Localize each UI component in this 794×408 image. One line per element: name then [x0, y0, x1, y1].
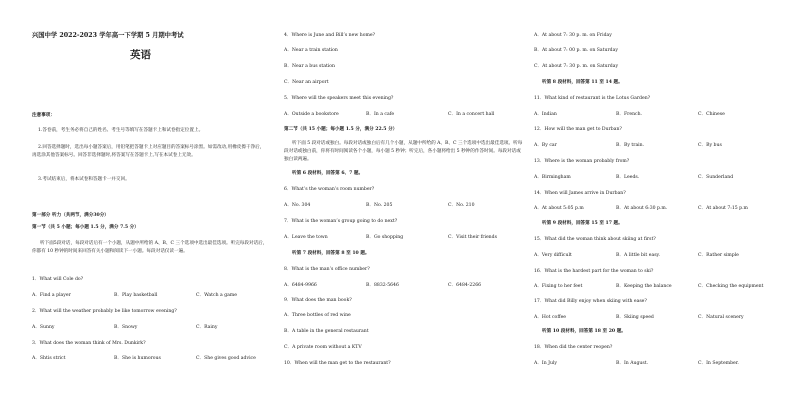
question-10-option-a[interactable]: A．At about 7: 30 p. m. on Friday: [534, 33, 612, 38]
question-9-option-c[interactable]: C．A private room without a KTV: [284, 345, 362, 350]
option-c[interactable]: C．Chinese: [698, 112, 725, 117]
option-a[interactable]: A．Leave the town: [284, 235, 328, 240]
part1-heading: 第一部分 听力（共两节，满分30分）: [32, 213, 109, 218]
option-c[interactable]: C．By bus: [698, 143, 722, 148]
exam-title: 兴国中学 2022-2023 学年高一下学期 5 月期中考试: [32, 32, 184, 39]
option-c[interactable]: C．She gives good advice: [196, 356, 256, 361]
option-c[interactable]: C．Watch a game: [196, 293, 237, 298]
option-b[interactable]: B．Go shopping: [366, 235, 404, 240]
question-12: 12．How will the man get to Durban?: [534, 127, 622, 132]
option-c[interactable]: C．Checking the equipment: [698, 284, 764, 289]
question-11: 11．What kind of restaurant is the Lotus Garden?: [534, 96, 651, 101]
question-6: 6．What’s the woman’s room number?: [284, 187, 375, 192]
question-4: 4．Where is June and Bill’s new home?: [284, 33, 376, 38]
option-a[interactable]: A．Indian: [534, 112, 557, 117]
question-1: 1．What will Cole do?: [32, 277, 84, 282]
notes-item-3: 3.考试结束后，将本试卷和答题卡一并交回。: [38, 177, 130, 182]
question-9-option-a[interactable]: A．Three bottles of red wine: [284, 313, 351, 318]
option-b[interactable]: B．No. 205: [366, 203, 393, 208]
question-5: 5．Where will the speakers meet this evening?: [284, 96, 394, 101]
option-b[interactable]: B．At about 6:30 p.m.: [616, 206, 668, 211]
option-a[interactable]: A．Shtis strict: [32, 356, 66, 361]
option-a[interactable]: A．6484-9966: [284, 283, 317, 288]
part1-section1-heading: 第一节（共 5 小题；每小题 1.5 分，满分 7.5 分）: [32, 225, 139, 230]
option-a[interactable]: A．In July: [534, 361, 558, 366]
question-10-option-b[interactable]: B．At about 7: 00 p. m. on Saturday: [534, 48, 618, 53]
question-17: 17．What did Billy enjoy when skiing with ease?: [534, 299, 647, 304]
option-b[interactable]: B．Play basketball: [114, 293, 158, 298]
question-10-option-c[interactable]: C．At about 7: 30 p. m. on Saturday: [534, 64, 619, 69]
notes-heading: 注意事项：: [32, 113, 55, 118]
question-8: 8．What is the man’s office number?: [284, 267, 370, 272]
option-c[interactable]: C．At about 7:15 p.m: [698, 206, 748, 211]
option-a[interactable]: A．Find a player: [32, 293, 71, 298]
question-14: 14．When will James arrive in Durban?: [534, 191, 626, 196]
question-4-option-b[interactable]: B．Near a bus station: [284, 64, 336, 69]
option-a[interactable]: A．At about 5:05 p.m: [534, 206, 584, 211]
option-c[interactable]: C．Rainy: [196, 325, 218, 330]
option-b[interactable]: B．Keeping the balance: [616, 284, 672, 289]
question-15: 15．What did the woman think about skiing at first?: [534, 237, 656, 242]
option-b[interactable]: B．She is humorous: [114, 356, 161, 361]
question-2: 2．What will the weather probably be like tomorrow evening?: [32, 309, 177, 314]
option-b[interactable]: B．A little bit easy.: [616, 253, 661, 258]
question-9-option-b[interactable]: B．A table in the general restaurant: [284, 329, 369, 334]
option-c[interactable]: C．Visit their friends: [448, 235, 497, 240]
notes-item-2: 2.回答选择题时，选出每小题答案后，用铅笔把答题卡上对应题目的答案标号涂黑。如需改动,用橡皮擦干净后，再选涂其他答案标号。回答非选择题时,将答案写在答题卡上,写在本试卷上无效。: [32, 145, 265, 158]
question-10: 10．When will the man get to the restaurant?: [284, 361, 391, 366]
notes-item-1: 1.答卷前，考生务必将自己的姓名、考生号等填写在答题卡上和试卷指定位置上。: [38, 128, 204, 133]
listen-6-heading: 听第 6 段材料，回答第 6、7 题。: [292, 171, 364, 176]
subject-title: 英语: [130, 49, 151, 61]
option-a[interactable]: A．Outside a bookstore: [284, 112, 339, 117]
part2-instructions: 听下面 5 段对话或独白。每段对话或独白后有几个小题，从题中所给的 A、B、C 三个选项中选出最佳选项。听每段对话或独白前，你将有时间阅读各个小题，每小题 5 秒钟；听完后，各小题将给出 5 秒钟的作答时间。每段对话或独白读两遍。: [284, 141, 523, 162]
question-16: 16．What is the hardest part for the woman to ski?: [534, 269, 654, 274]
listen-8-heading: 听第 8 段材料，回答第 11 至 14 题。: [542, 80, 623, 85]
option-c[interactable]: C．Sunderland: [698, 175, 734, 180]
option-c[interactable]: C．In a concert hall: [448, 112, 495, 117]
question-18: 18．When did the center reopen?: [534, 345, 613, 350]
question-3: 3．What does the woman think of Mrs. Dunkirk?: [32, 341, 146, 346]
option-b[interactable]: B．French.: [616, 112, 643, 117]
question-4-option-a[interactable]: A．Near a train station: [284, 48, 338, 53]
option-c[interactable]: C．In September.: [698, 361, 739, 366]
option-b[interactable]: B．Snowy: [114, 325, 138, 330]
option-c[interactable]: C．Natural scenery: [698, 315, 744, 320]
option-b[interactable]: B．Leeds.: [616, 175, 640, 180]
option-c[interactable]: C．Rather simple: [698, 253, 739, 258]
option-a[interactable]: A．Hot coffee: [534, 315, 567, 320]
question-7: 7．What is the woman’s group going to do next?: [284, 219, 398, 224]
part1-section1-instructions: 听下面5段对话，每段对话后有一个小题，从题中所给的 A、B、C 三个选项中选出最佳选项。听完每段对话后，你都有 10 秒钟的时间来回答有关小题和阅读下一小题。每段对话仅读一遍。: [32, 241, 268, 254]
option-a[interactable]: A．By car: [534, 143, 557, 148]
option-b[interactable]: B．8832-5646: [366, 283, 399, 288]
part2-heading: 第二节（共 15 小题；每小题 1.5 分，满分 22.5 分）: [284, 127, 398, 132]
option-c[interactable]: C．No. 210: [448, 203, 475, 208]
option-a[interactable]: A．Very difficult: [534, 253, 572, 258]
option-a[interactable]: A．Fixing to her feet: [534, 284, 583, 289]
listen-7-heading: 听第 7 段材料，回答第 8 至 10 题。: [292, 251, 370, 256]
option-b[interactable]: B．Skiing speed: [616, 315, 654, 320]
option-b[interactable]: B．In a cafe: [366, 112, 395, 117]
option-b[interactable]: B．By train.: [616, 143, 645, 148]
listen-9-heading: 听第 9 段材料，回答第 15 至 17 题。: [542, 221, 623, 226]
option-b[interactable]: B．In August.: [616, 361, 649, 366]
question-4-option-c[interactable]: C．Near an airport: [284, 80, 329, 85]
listen-10-heading: 听第 10 段材料，回答第 18 至 20 题。: [542, 329, 626, 334]
option-a[interactable]: A．No. 304: [284, 203, 311, 208]
question-13: 13．Where is the woman probably from?: [534, 159, 630, 164]
option-c[interactable]: C．6484-2266: [448, 283, 482, 288]
question-9: 9．What does the man book?: [284, 298, 352, 303]
option-a[interactable]: A．Birmingham: [534, 175, 571, 180]
option-a[interactable]: A．Sunny: [32, 325, 55, 330]
